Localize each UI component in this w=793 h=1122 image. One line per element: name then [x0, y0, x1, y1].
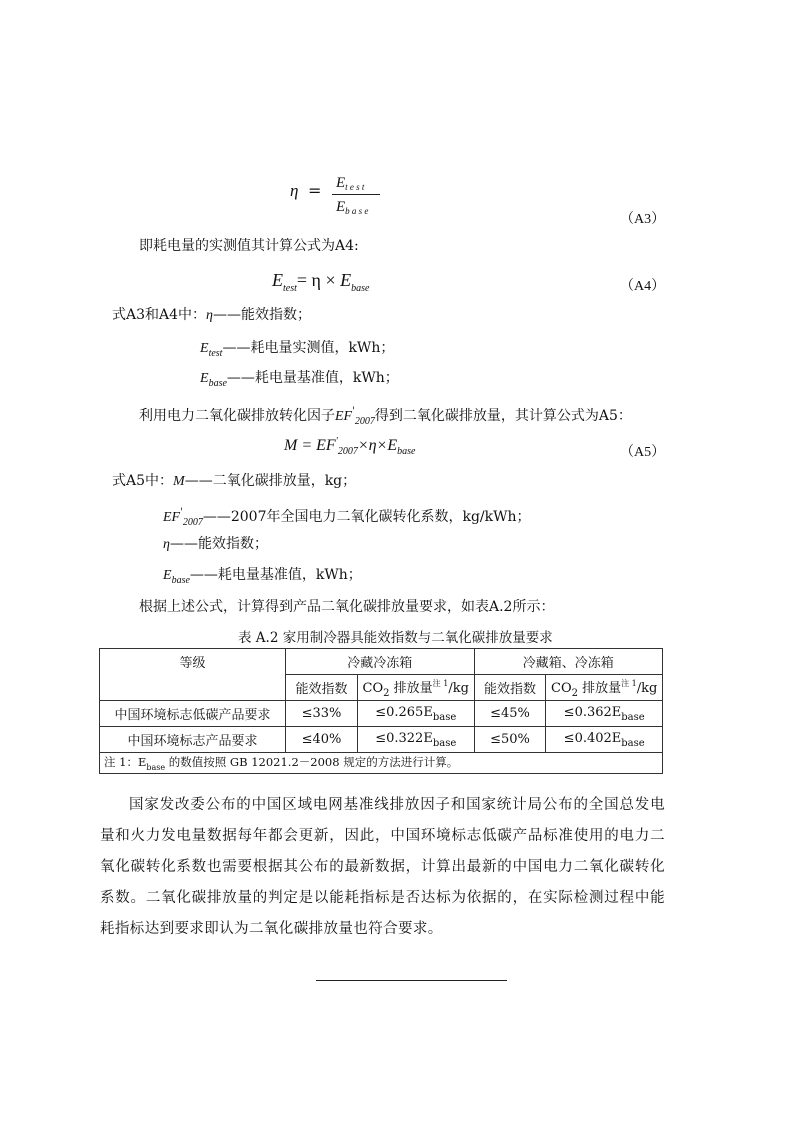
cell-co2-1: $\le 0.265E_{base}$ [357, 701, 474, 727]
row-label: 中国环境标志产品要求 [100, 727, 286, 753]
eq-a3-number: （A3） [620, 212, 666, 227]
header-grade: 等级 [100, 649, 286, 701]
table-caption: 表 A.2 家用制冷器具能效指数与二氧化碳排放量要求 [238, 630, 553, 646]
intro-a5: 利用电力二氧化碳排放转化因子$EF'_{2007}$得到二氧化碳排放量，其计算公式为A5： [139, 406, 632, 427]
defs-ebase: $E_{base}——$耗电量基准值，kWh； [200, 370, 399, 389]
eq-a5-number: （A5） [620, 445, 666, 460]
intro-table: 根据上述公式，计算得到产品二氧化碳排放量要求，如表A.2所示： [139, 599, 555, 615]
defs-a5-m: 式A5中：M——二氧化碳排放量，kg； [112, 473, 357, 489]
cell-eff-2: ≤50% [474, 727, 546, 753]
defs-a3-a4-eta: 式A3和A4中：η——能效指数； [112, 307, 311, 323]
emission-requirements-table [99, 648, 663, 774]
header-eff-2: 能效指数 [474, 675, 546, 701]
defs-a5-ebase: $E_{base}——$耗电量基准值，kWh； [163, 567, 362, 586]
eq-a4-number: （A4） [620, 279, 666, 294]
cell-eff-1: ≤40% [286, 727, 358, 753]
header-group-2: 冷藏箱、冷冻箱 [474, 649, 662, 675]
header-co2-1: $CO_2$ 排放量$^{注 1}$/kg [357, 675, 474, 701]
defs-a5-eta: η——能效指数； [163, 536, 268, 552]
table-note-row [100, 753, 663, 774]
footer-rule [316, 980, 507, 981]
header-co2-2: $CO_2$ 排放量$^{注 1}$/kg [546, 675, 663, 701]
defs-a5-ef: $EF'_{2007}——2007$年全国电力二氧化碳转化系数，kg/kWh； [163, 507, 531, 528]
table-header-row [100, 649, 663, 675]
header-group-1: 冷藏冷冻箱 [286, 649, 474, 675]
table-row [100, 701, 663, 727]
defs-etest: $E_{test}——$耗电量实测值，kWh； [200, 340, 395, 359]
eq-a3-lhs: η [290, 181, 299, 200]
eq-a3-fraction-bar [332, 194, 380, 195]
eq-a3-denominator: $E_{b a s e}$ [336, 199, 369, 216]
cell-co2-1: $\le 0.322E_{base}$ [357, 727, 474, 753]
header-eff-1: 能效指数 [286, 675, 358, 701]
cell-co2-2: $\le 0.402E_{base}$ [546, 727, 663, 753]
table-note: 注 1：$E_{base}$ 的数值按照 GB 12021.2－2008 规定的方法进行计算。 [100, 753, 663, 774]
cell-eff-2: ≤45% [474, 701, 546, 727]
row-label: 中国环境标志低碳产品要求 [100, 701, 286, 727]
eq-a5: $M = EF'_{2007}\times\eta\times E_{base}$ [284, 436, 416, 457]
eq-a4: $E_{test}= \eta \times E_{base}$ [272, 270, 370, 294]
eq-a3-numerator: $E_{t e s t}$ [336, 175, 365, 192]
table-row [100, 727, 663, 753]
eq-a3-equals: = [308, 181, 322, 200]
cell-eff-1: ≤33% [286, 701, 358, 727]
body-paragraph: 国家发改委公布的中国区域电网基准线排放因子和国家统计局公布的全国总发电量和火力发电量数据每年都会更新，因此，中国环境标志低碳产品标准使用的电力二氧化碳转化系数也需要根据其公布的最新数据，计算出最新的中国电力二氧化碳转化系数。二氧化碳排放量的判定是以能耗指标是否达标为依据的，在实际检测过程中能耗指标达到要求即认为二氧化碳排放量也符合要求。 [100, 797, 665, 937]
cell-co2-2: $\le 0.362E_{base}$ [546, 701, 663, 727]
intro-a4: 即耗电量的实测值其计算公式为A4: [139, 238, 359, 254]
